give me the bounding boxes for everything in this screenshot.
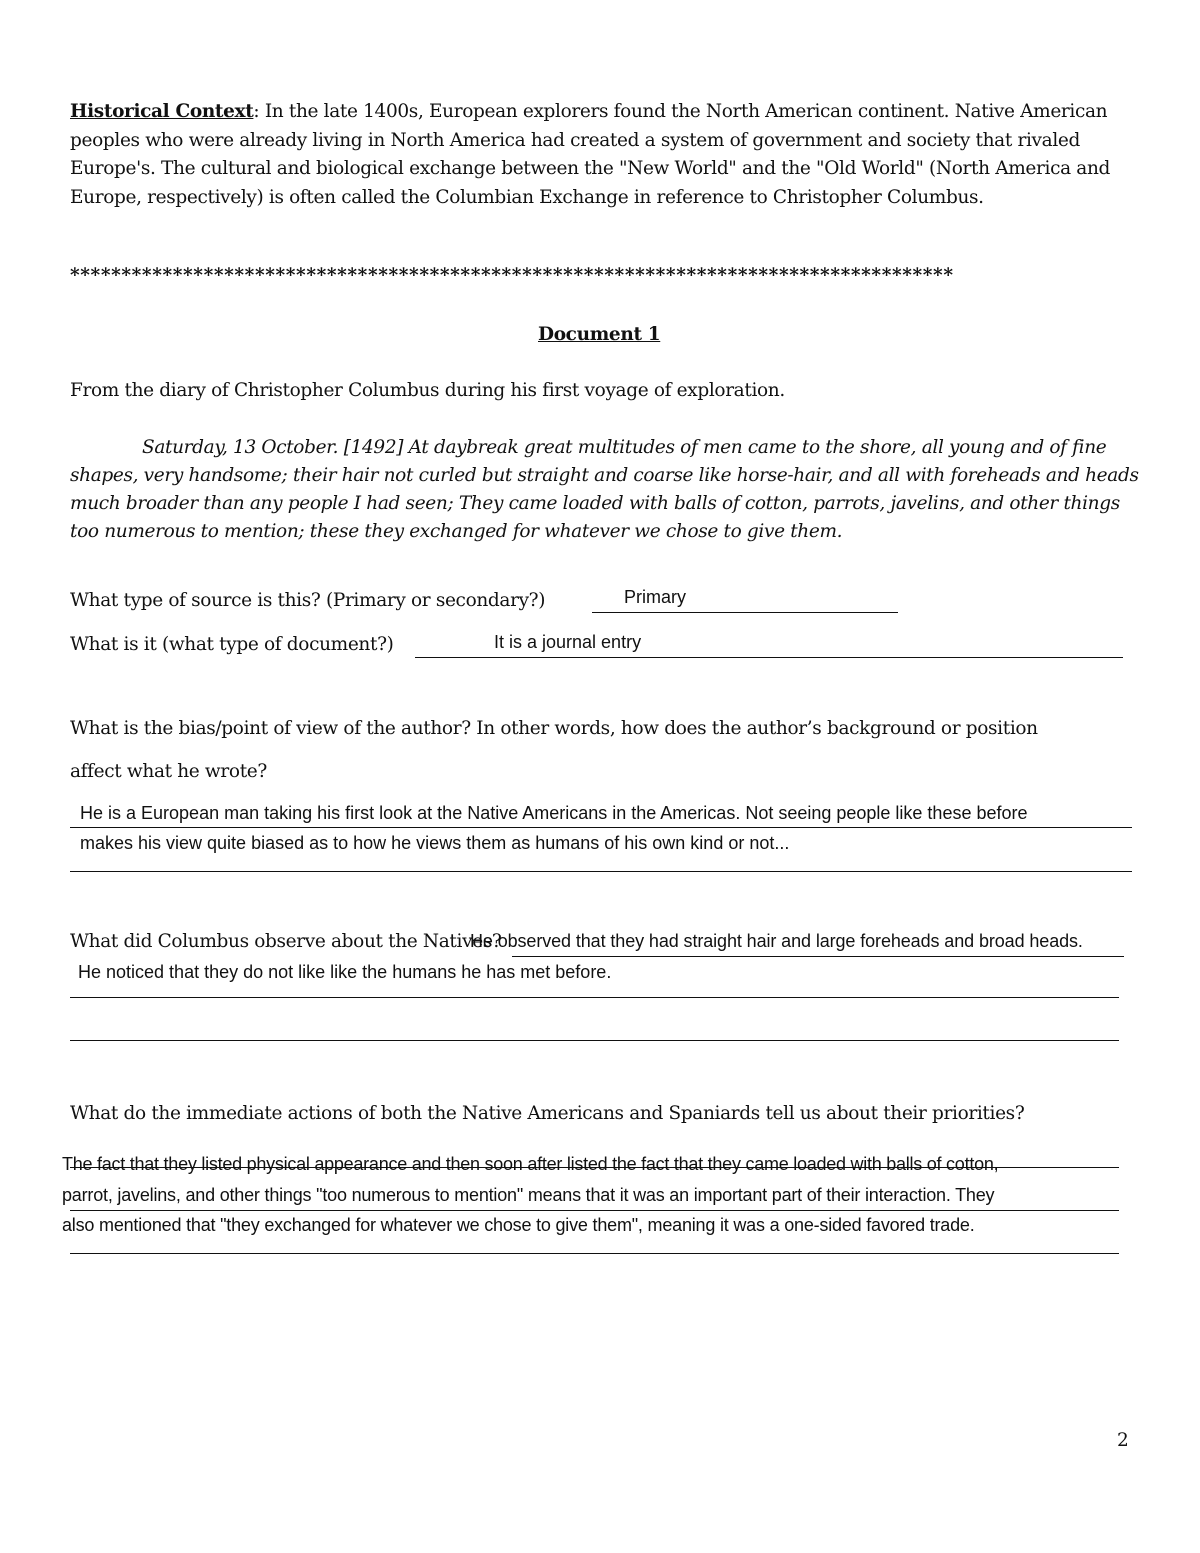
document-source-line: From the diary of Christopher Columbus during his first voyage of exploration. (70, 380, 785, 401)
answer-bias-line1[interactable]: He is a European man taking his first look at the Native Americans in the Americas. Not seeing people like these before (80, 803, 1028, 823)
question-observations: What did Columbus observe about the Natives? (70, 931, 502, 952)
answer-line-bias-1 (70, 827, 1132, 828)
diary-excerpt: Saturday, 13 October. [1492] At daybreak great multitudes of men came to the shore, all young and of fine shapes, very handsome; their hair not curled but straight and coarse like horse-hair, and all with foreheads and heads much broader than any people I had seen; They came loaded with balls of cotton, parrots, javelins, and other things too numerous to mention; these they exchanged for whatever we chose to give them. (70, 437, 1139, 542)
question-bias-line2: affect what he wrote? (70, 761, 267, 782)
answer-observations-line1[interactable]: He observed that they had straight hair and large foreheads and broad heads. (470, 931, 1083, 951)
page-number: 2 (1117, 1430, 1129, 1451)
question-bias-line1: What is the bias/point of view of the author? In other words, how does the author’s background or position (70, 718, 1038, 739)
question-document-type: What is it (what type of document?) (70, 634, 394, 655)
answer-line-bias-2 (70, 871, 1132, 872)
question-source-type: What type of source is this? (Primary or secondary?) (70, 590, 546, 611)
answer-line-observations-1 (512, 956, 1124, 957)
historical-context-paragraph (70, 98, 1140, 212)
asterisk-separator: ************************************************************************************** (70, 265, 954, 286)
answer-priorities-line3[interactable]: also mentioned that "they exchanged for whatever we chose to give them", meaning it was a one-sided favored trade. (62, 1215, 975, 1235)
answer-priorities-line2[interactable]: parrot, javelins, and other things "too numerous to mention" means that it was an important part of their interaction. They (62, 1185, 995, 1205)
answer-document-type[interactable]: It is a journal entry (494, 632, 642, 652)
answer-source-type[interactable]: Primary (624, 587, 686, 607)
question-priorities: What do the immediate actions of both the Native Americans and Spaniards tell us about their priorities? (70, 1103, 1025, 1124)
answer-priorities-line1[interactable]: The fact that they listed physical appearance and then soon after listed the fact that they came loaded with balls of cotton, (62, 1154, 999, 1174)
answer-line-source-type (592, 612, 898, 613)
historical-context-text: : In the late 1400s, European explorers found the North American continent. Native American peoples who were already living in North America had created a system of government and society that rivaled Europe's. The cultural and biological exchange between the "New World" and the "Old World" (North America and Europe, respectively) is often called the Columbian Exchange in reference to Christopher Columbus. (70, 101, 1111, 208)
answer-line-document-type (415, 657, 1123, 658)
answer-line-priorities-2 (70, 1210, 1119, 1211)
document-title: Document 1 (538, 324, 661, 345)
answer-bias-line2[interactable]: makes his view quite biased as to how he views them as humans of his own kind or not... (80, 833, 790, 853)
answer-line-observations-3 (70, 1040, 1119, 1041)
historical-context-label: Historical Context (70, 101, 254, 122)
answer-line-priorities-3 (70, 1253, 1119, 1254)
answer-line-observations-2 (70, 997, 1119, 998)
answer-observations-line2[interactable]: He noticed that they do not like like the humans he has met before. (78, 962, 612, 982)
